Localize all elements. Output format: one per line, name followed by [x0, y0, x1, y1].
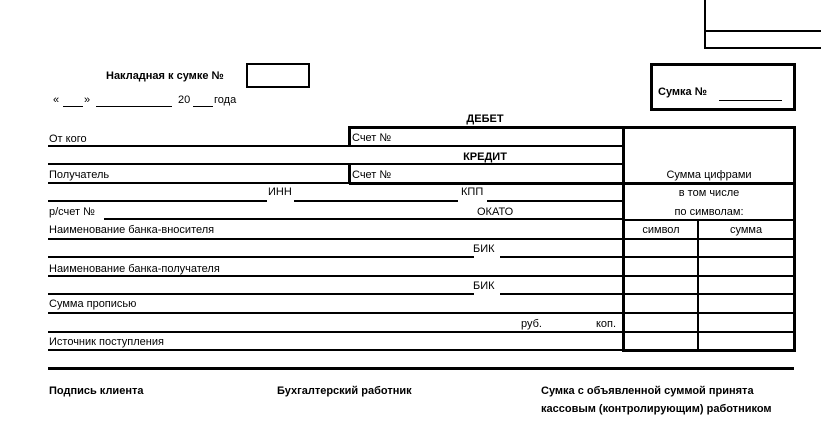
- debit-account-bottom: [349, 145, 625, 147]
- bik-field-1[interactable]: [500, 256, 624, 258]
- bik-label-2: БИК: [473, 280, 495, 292]
- symbol-column-header: символ: [642, 224, 680, 236]
- source-line[interactable]: [48, 349, 624, 351]
- debit-account-label: Счет №: [352, 132, 392, 144]
- from-line[interactable]: [48, 145, 349, 147]
- panel-row-line-2[interactable]: [622, 256, 796, 258]
- depositor-bank-label: Наименование банка-вносителя: [49, 224, 215, 236]
- kpp-label: КПП: [461, 186, 484, 198]
- date-year-field[interactable]: [193, 106, 213, 107]
- date-close-quote: »: [84, 94, 91, 106]
- recipient-line[interactable]: [48, 182, 349, 184]
- bag-number-label: Сумка №: [658, 86, 707, 98]
- sum-digits-label: Сумма цифрами: [666, 169, 752, 181]
- date-open-quote: «: [53, 94, 60, 106]
- credit-account-label: Счет №: [352, 169, 392, 181]
- source-label: Источник поступления: [49, 336, 164, 348]
- okato-label: ОКАТО: [477, 206, 514, 218]
- amount-words-label: Сумма прописью: [49, 298, 137, 310]
- date-day-field[interactable]: [63, 106, 83, 107]
- debit-heading: ДЕБЕТ: [466, 113, 504, 125]
- inn-line-left[interactable]: [48, 200, 267, 202]
- top-right-box-divider: [704, 30, 821, 32]
- recipient-label: Получатель: [49, 169, 110, 181]
- bag-invoice-number-field[interactable]: [246, 63, 310, 88]
- panel-row-line-3[interactable]: [622, 275, 796, 277]
- account-number-label: р/счет №: [49, 206, 95, 218]
- date-month-field[interactable]: [96, 106, 172, 107]
- bik-line-1[interactable]: [48, 256, 474, 258]
- accountant-label: Бухгалтерский работник: [277, 385, 412, 397]
- amount-words-line-2[interactable]: [48, 331, 624, 333]
- credit-top-border: [349, 163, 625, 165]
- bik-field-2[interactable]: [500, 293, 624, 295]
- by-symbols-label: по символам:: [674, 206, 744, 218]
- bag-number-field[interactable]: [719, 100, 782, 101]
- inn-line-right[interactable]: [294, 200, 458, 202]
- credit-heading: КРЕДИТ: [463, 151, 507, 163]
- recipient-bank-line[interactable]: [48, 275, 624, 277]
- panel-row-line-4[interactable]: [622, 293, 796, 295]
- accepted-line-2: кассовым (контролирующим) работником: [541, 403, 772, 415]
- form-title: Накладная к сумке №: [106, 70, 224, 82]
- kop-label: коп.: [596, 318, 617, 330]
- date-year-suffix: года: [214, 94, 237, 106]
- from-label: От кого: [49, 133, 87, 145]
- rub-label: руб.: [521, 318, 542, 330]
- debit-account-left-border: [348, 126, 351, 147]
- bik-line-2[interactable]: [48, 293, 474, 295]
- signature-separator: [48, 367, 794, 370]
- recipient-bank-label: Наименование банка-получателя: [49, 263, 220, 275]
- panel-header-line: [622, 219, 796, 221]
- panel-row-line-1[interactable]: [622, 238, 796, 240]
- bik-label-1: БИК: [473, 243, 495, 255]
- recipient-line-top: [48, 163, 349, 165]
- kpp-line[interactable]: [487, 200, 624, 202]
- including-label: в том числе: [678, 187, 740, 199]
- credit-account-left-border: [348, 163, 351, 184]
- amount-words-line-1[interactable]: [48, 312, 624, 314]
- panel-row-line-5[interactable]: [622, 312, 796, 314]
- panel-row-line-6[interactable]: [622, 331, 796, 333]
- accepted-line-1: Сумка с объявленной суммой принята: [541, 385, 754, 397]
- sum-column-header: сумма: [729, 224, 763, 236]
- depositor-bank-line[interactable]: [48, 238, 624, 240]
- top-right-box: [704, 0, 821, 49]
- client-signature-label: Подпись клиента: [49, 385, 144, 397]
- inn-label: ИНН: [268, 186, 292, 198]
- account-number-line[interactable]: [104, 218, 624, 220]
- date-year-prefix: 20: [178, 94, 191, 106]
